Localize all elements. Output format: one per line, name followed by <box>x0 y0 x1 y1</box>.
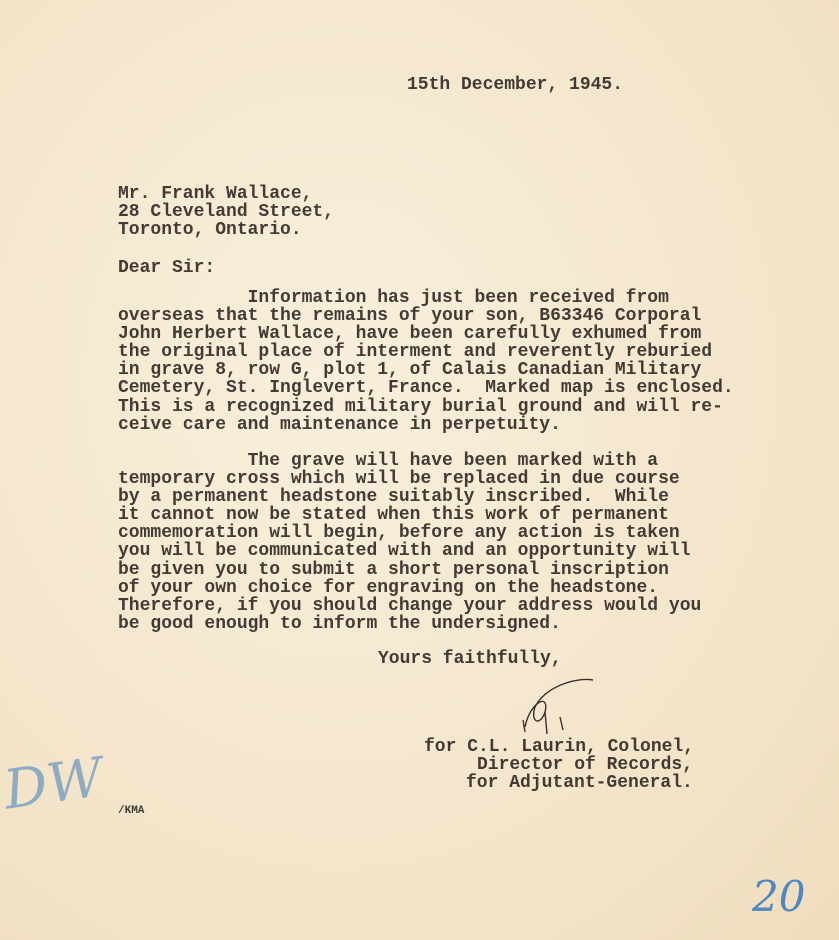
text-line: Cemetery, St. Inglevert, France. Marked map is enclosed. <box>118 378 734 399</box>
text-line: overseas that the remains of your son, B63346 Corporal <box>118 306 702 327</box>
paragraph-2 <box>118 452 701 633</box>
recipient-line: Toronto, Ontario. <box>118 220 302 241</box>
signature-line: for Adjutant-General. <box>466 773 693 793</box>
text-line: Information has just been received from <box>118 288 669 308</box>
salutation: Dear Sir: <box>118 258 216 278</box>
text-line: ceive care and maintenance in perpetuity. <box>118 414 561 435</box>
letter-date: 15th December, 1945. <box>407 75 624 95</box>
signature-line: for C.L. Laurin, Colonel, <box>424 737 695 757</box>
signature-line: Director of Records, <box>477 755 694 775</box>
recipient-address <box>118 185 334 239</box>
recipient-line: 28 Cleveland Street, <box>118 202 335 223</box>
paragraph-1 <box>118 289 734 434</box>
recipient-line: Mr. Frank Wallace, <box>118 184 313 204</box>
handwritten-initials: DW <box>0 745 107 822</box>
text-line: This is a recognized military burial ground and will re- <box>118 396 723 417</box>
text-line: be good enough to inform the undersigned. <box>118 613 561 634</box>
text-line: of your own choice for engraving on the headstone. <box>118 577 659 598</box>
text-line: the original place of interment and reverently reburied <box>118 342 713 363</box>
typist-initials: /KMA <box>118 805 145 817</box>
text-line: The grave will have been marked with a <box>118 451 659 471</box>
text-line: you will be communicated with and an opportunity will <box>118 541 691 562</box>
page-number: 20 <box>752 872 806 921</box>
text-line: Therefore, if you should change your address would you <box>118 595 702 616</box>
closing: Yours faithfully, <box>378 649 562 669</box>
signature-mark <box>505 672 605 742</box>
text-line: John Herbert Wallace, have been carefully exhumed from <box>118 324 702 345</box>
text-line: in grave 8, row G, plot 1, of Calais Canadian Military <box>118 360 702 381</box>
text-line: commemoration will begin, before any action is taken <box>118 523 680 544</box>
text-line: be given you to submit a short personal inscription <box>118 559 669 580</box>
text-line: by a permanent headstone suitably inscribed. While <box>118 487 669 508</box>
text-line: temporary cross which will be replaced in due course <box>118 469 680 490</box>
text-line: it cannot now be stated when this work of permanent <box>118 505 669 526</box>
